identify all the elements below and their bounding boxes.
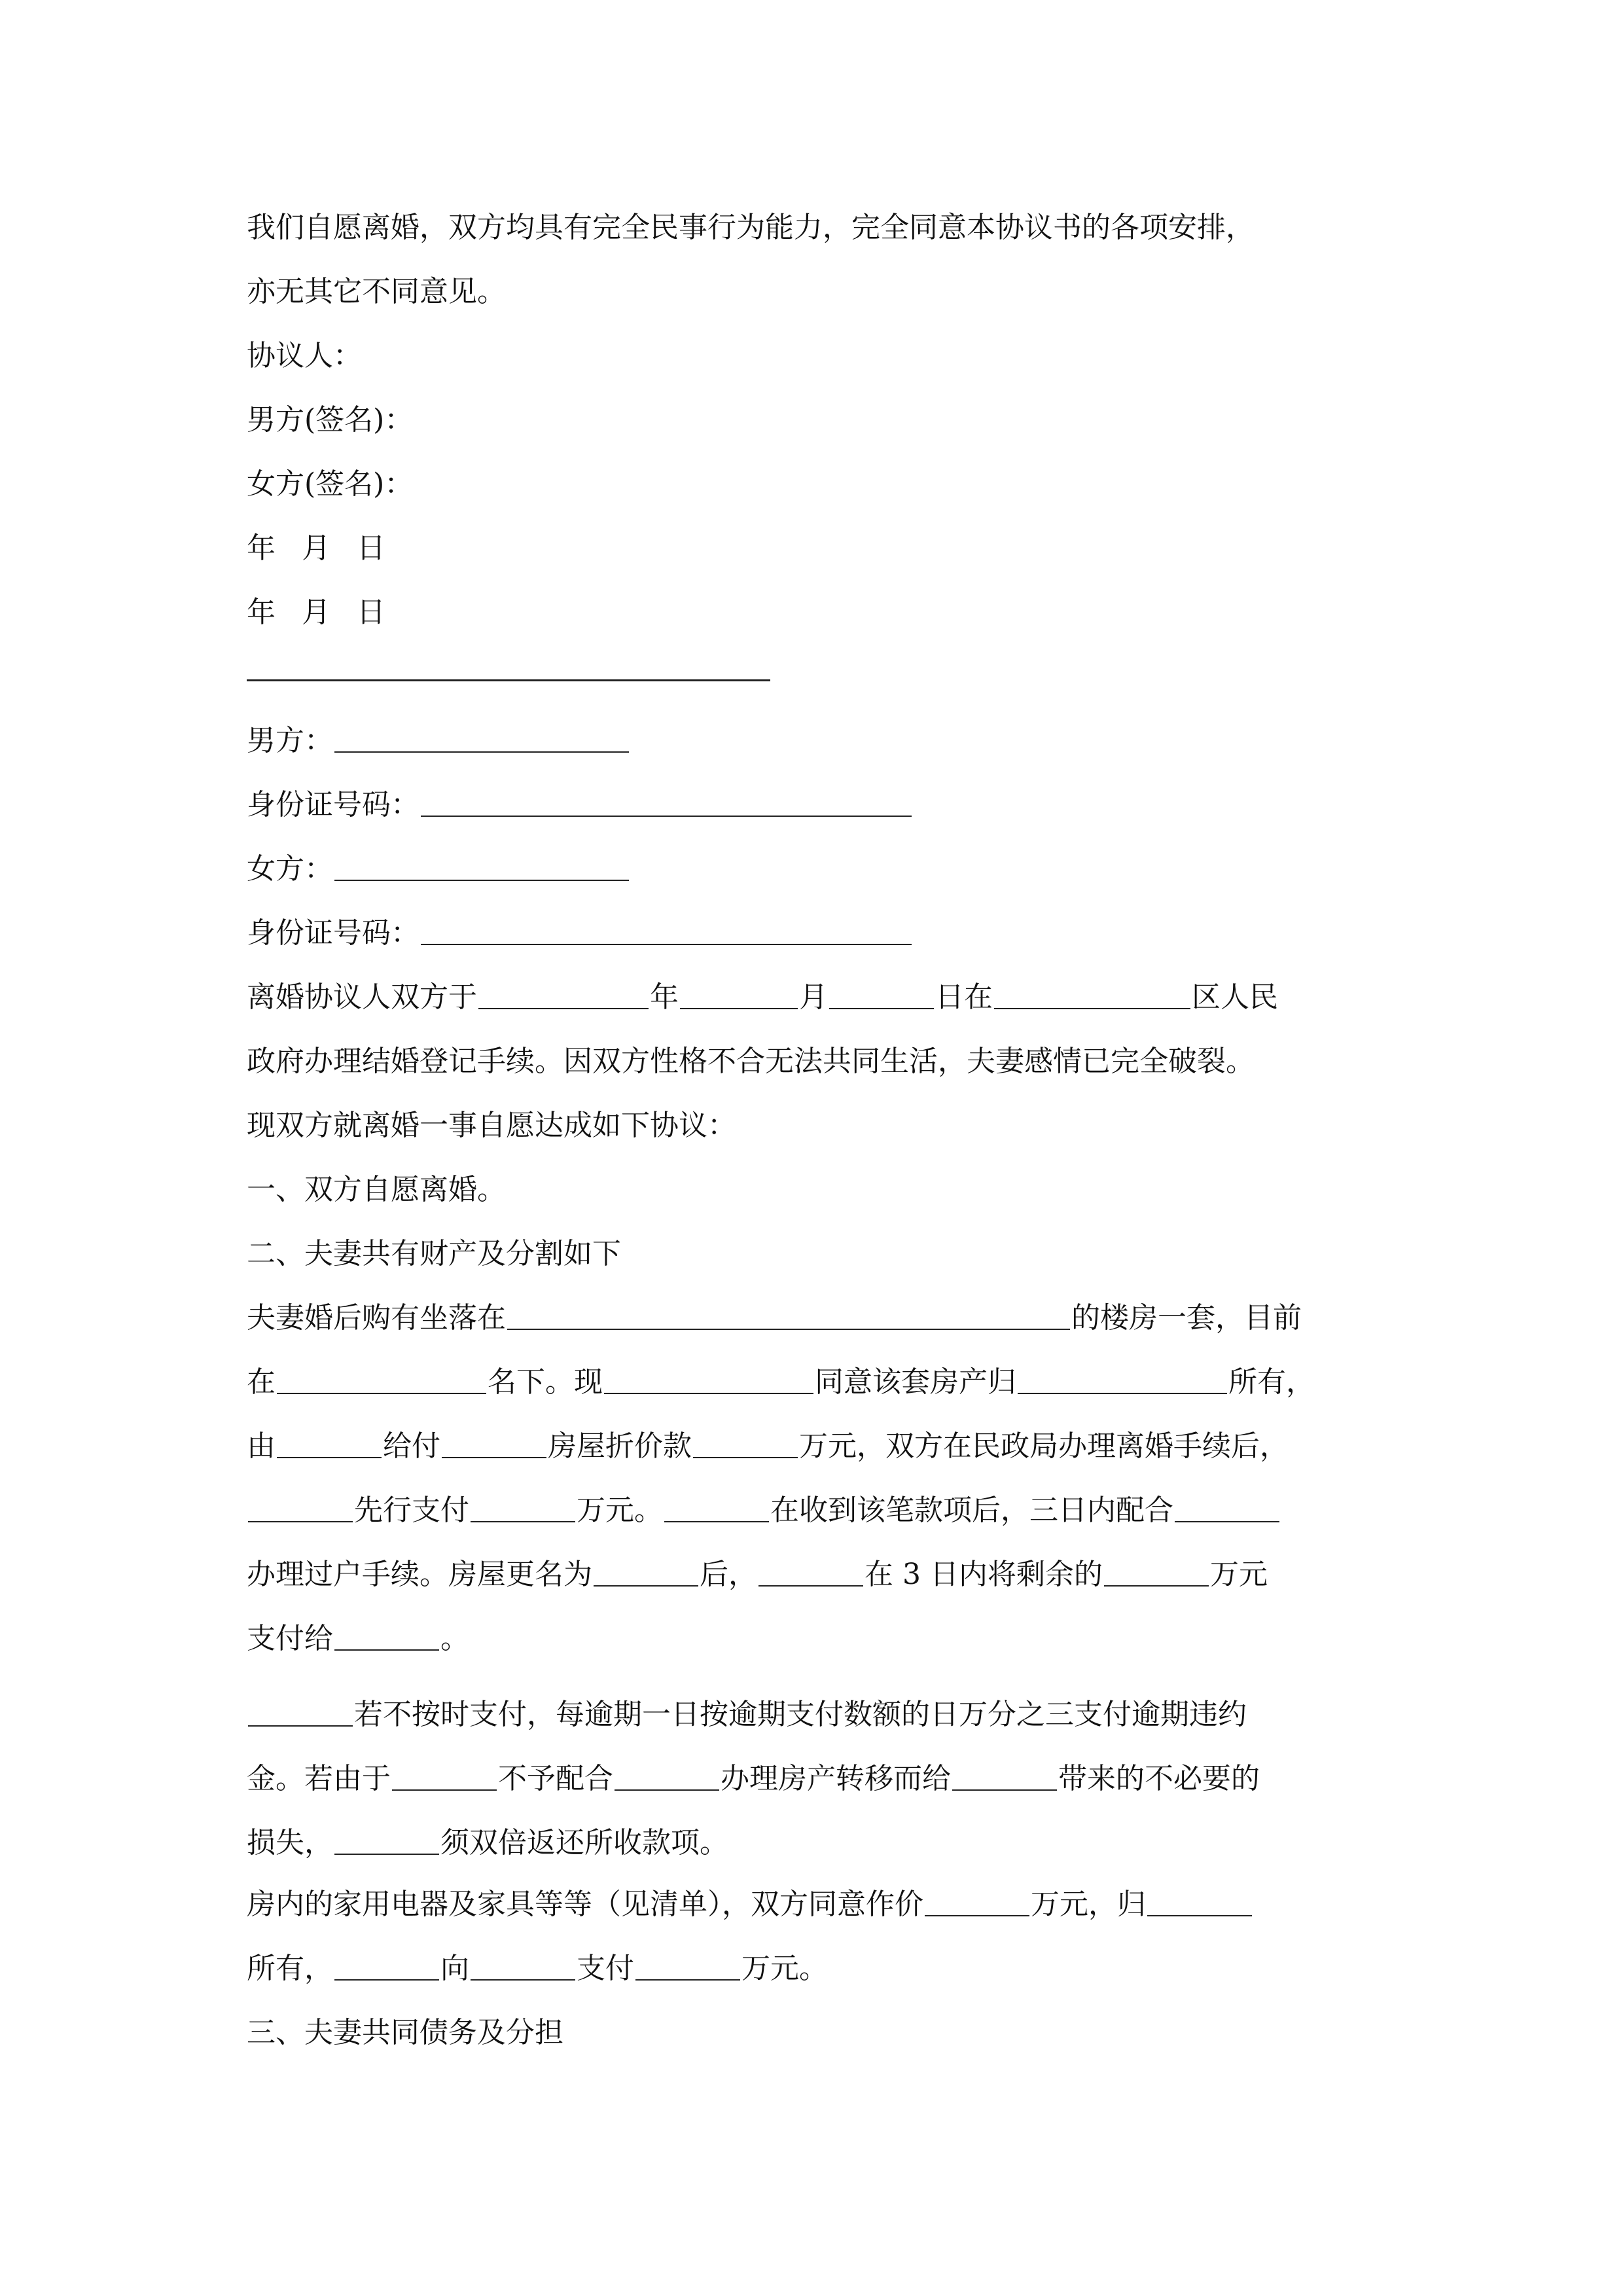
party-blank[interactable] (334, 1619, 439, 1651)
house-text: 。 (440, 1622, 469, 1655)
party-blank[interactable] (952, 1759, 1057, 1791)
amount-blank[interactable] (635, 1949, 740, 1981)
clause-1: 一、双方自愿离婚。 (247, 1173, 506, 1206)
house-owner-blank[interactable] (277, 1363, 486, 1394)
amount-blank[interactable] (925, 1885, 1029, 1916)
male-signature-label: 男方(签名)： (247, 403, 414, 437)
female-label: 女方： (247, 852, 333, 886)
reg-text-d: 日在 (935, 980, 993, 1014)
date-day: 日 (357, 596, 385, 629)
late-line-3 (247, 1823, 1385, 1885)
house-recipient-blank[interactable] (1018, 1363, 1227, 1394)
date-year: 年 (247, 596, 276, 629)
party-blank[interactable] (392, 1759, 497, 1791)
male-id-blank[interactable] (421, 785, 912, 817)
male-name-blank[interactable] (334, 721, 629, 753)
male-name-line (247, 721, 1385, 785)
house-location-blank[interactable] (507, 1299, 1070, 1330)
party-blank[interactable] (248, 1491, 353, 1522)
house-text: 在收到该笔款项后，三日内配合 (770, 1494, 1173, 1527)
date-day: 日 (357, 531, 385, 565)
signers-label: 协议人： (247, 339, 362, 372)
appliance-text: 房内的家用电器及家具等等（见清单），双方同意作价 (247, 1888, 923, 1921)
party-blank[interactable] (758, 1555, 863, 1587)
house-text: 由 (247, 1429, 276, 1463)
payee-blank[interactable] (442, 1427, 546, 1458)
appliance-text: 万元。 (741, 1952, 828, 1985)
payer-blank[interactable] (277, 1427, 382, 1458)
reg-text-b: 年 (650, 980, 679, 1014)
house-text: 办理过户手续。房屋更名为 (247, 1558, 592, 1591)
party-blank[interactable] (1147, 1885, 1252, 1916)
house-text: 同意该套房产归 (815, 1365, 1016, 1399)
reg-day-blank[interactable] (829, 978, 934, 1009)
registration-line-1 (247, 978, 1385, 1042)
party-blank[interactable] (615, 1759, 719, 1791)
appliance-line-1 (247, 1885, 1385, 1949)
party-blank[interactable] (334, 1823, 439, 1855)
date-month: 月 (302, 596, 330, 629)
document-body (247, 208, 1385, 2077)
house-text: 先行支付 (354, 1494, 469, 1527)
house-text: 名下。现 (488, 1365, 603, 1399)
registration-line-3: 现双方就离婚一事自愿达成如下协议： (247, 1109, 736, 1142)
appliance-text: 支付 (577, 1952, 634, 1985)
house-text: 支付给 (247, 1622, 333, 1655)
house-text: 万元，双方在民政局办理离婚手续后， (799, 1429, 1289, 1463)
party-blank[interactable] (248, 1695, 353, 1727)
house-line-6 (247, 1619, 1385, 1683)
late-text: 金。若由于 (247, 1762, 391, 1795)
late-text: 带来的不必要的 (1058, 1762, 1260, 1795)
date-line-1 (247, 529, 1385, 593)
party-blank[interactable] (1175, 1491, 1279, 1522)
appliance-text: 向 (440, 1952, 469, 1985)
house-line-3 (247, 1427, 1385, 1491)
reg-text-e: 区人民 (1192, 980, 1278, 1014)
party-blank[interactable] (334, 1949, 439, 1981)
female-id-line (247, 914, 1385, 978)
late-line-2 (247, 1759, 1385, 1823)
house-line-2 (247, 1363, 1385, 1427)
house-party-blank[interactable] (604, 1363, 813, 1394)
female-id-blank[interactable] (421, 914, 912, 945)
reg-text-a: 离婚协议人双方于 (247, 980, 477, 1014)
amount-blank[interactable] (693, 1427, 798, 1458)
clause-2-heading: 二、夫妻共有财产及分割如下 (247, 1237, 621, 1270)
house-text: 万元 (1209, 1558, 1268, 1591)
house-line-5 (247, 1555, 1385, 1619)
date-line-2 (247, 593, 1385, 657)
party-blank[interactable] (471, 1949, 575, 1981)
male-label: 男方： (247, 724, 333, 757)
house-text: 万元。 (577, 1494, 663, 1527)
reg-month-blank[interactable] (680, 978, 798, 1009)
late-text: 办理房产转移而给 (721, 1762, 951, 1795)
separator-rule (247, 657, 1385, 721)
clause-3-heading: 三、夫妻共同债务及分担 (247, 2016, 563, 2049)
intro-line-1: 我们自愿离婚，双方均具有完全民事行为能力，完全同意本协议书的各项安排， (247, 211, 1255, 244)
house-text: 房屋折价款 (548, 1429, 692, 1463)
date-year: 年 (247, 531, 276, 565)
date-month: 月 (302, 531, 330, 565)
id-label: 身份证号码： (247, 788, 419, 821)
house-line-1 (247, 1299, 1385, 1363)
house-text: 所有， (1228, 1365, 1315, 1399)
id-label: 身份证号码： (247, 916, 419, 950)
house-text: 夫妻婚后购有坐落在 (247, 1301, 506, 1335)
amount-blank[interactable] (1104, 1555, 1209, 1587)
house-text: 的楼房一套，目前 (1071, 1301, 1302, 1335)
house-text: 给付 (383, 1429, 440, 1463)
female-name-blank[interactable] (334, 850, 629, 881)
intro-line-2: 亦无其它不同意见。 (247, 275, 506, 308)
registration-line-2: 政府办理结婚登记手续。因双方性格不合无法共同生活，夫妻感情已完全破裂。 (247, 1045, 1255, 1078)
reg-district-blank[interactable] (994, 978, 1190, 1009)
appliance-text: 万元，归 (1031, 1888, 1146, 1921)
house-text: 在 3 日内将剩余的 (865, 1558, 1103, 1591)
late-line-1 (247, 1695, 1385, 1759)
female-signature-label: 女方(签名)： (247, 467, 414, 501)
female-name-line (247, 850, 1385, 914)
late-text: 若不按时支付，每逾期一日按逾期支付数额的日万分之三支付逾期违约 (354, 1698, 1247, 1731)
male-id-line (247, 785, 1385, 850)
house-text: 在 (247, 1365, 276, 1399)
house-line-4 (247, 1491, 1385, 1555)
reg-year-blank[interactable] (478, 978, 649, 1009)
late-text: 损失， (247, 1826, 333, 1859)
party-blank[interactable] (664, 1491, 769, 1522)
appliance-text: 所有， (247, 1952, 333, 1985)
late-text: 须双倍返还所收款项。 (440, 1826, 728, 1859)
appliance-line-2 (247, 1949, 1385, 2013)
reg-text-c: 月 (799, 980, 828, 1014)
new-owner-blank[interactable] (594, 1555, 698, 1587)
house-text: 后， (700, 1558, 757, 1591)
amount-blank[interactable] (471, 1491, 575, 1522)
late-text: 不予配合 (498, 1762, 613, 1795)
